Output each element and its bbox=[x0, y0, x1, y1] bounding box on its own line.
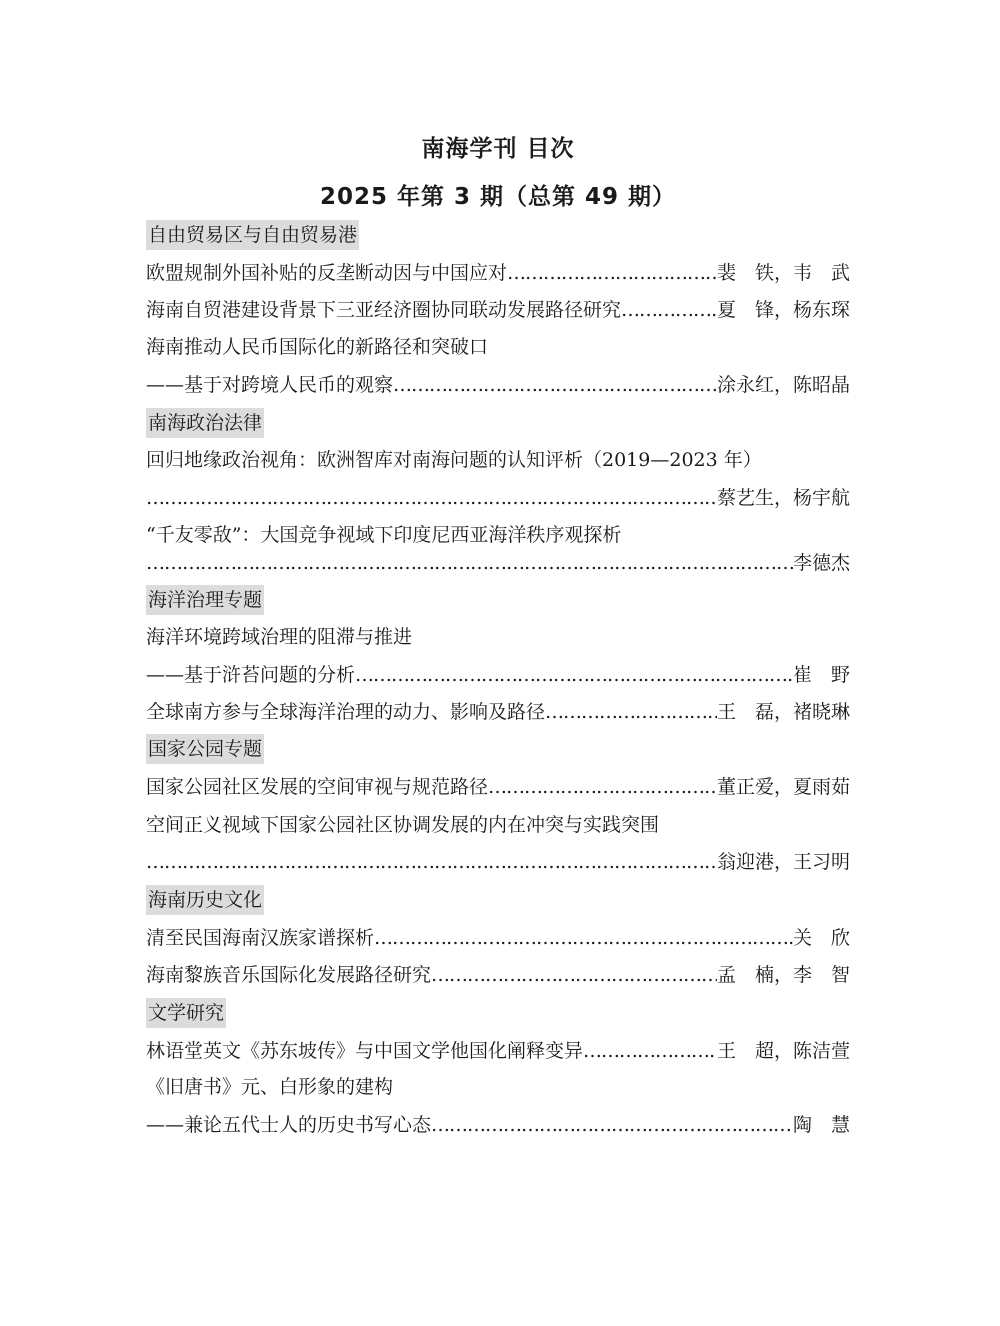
article-title: “千友零敌”：大国竞争视域下印度尼西亚海洋秩序观探析 bbox=[146, 524, 622, 546]
article-title: 清至民国海南汉族家谱探析 bbox=[146, 927, 375, 949]
article-title: 国家公园社区发展的空间审视与规范路径 bbox=[146, 776, 489, 798]
section-heading bbox=[146, 885, 850, 915]
article-authors: 关 欣 bbox=[792, 927, 850, 949]
toc-entry[interactable] bbox=[146, 1110, 850, 1140]
leader-dots bbox=[621, 295, 717, 325]
issue-title: 2025 年第 3 期（总第 49 期） bbox=[319, 184, 677, 210]
article-authors: 崔 野 bbox=[792, 664, 850, 686]
journal-title: 南海学刊 目次 bbox=[421, 136, 575, 162]
section-label: 海洋治理专题 bbox=[146, 585, 264, 615]
toc-entry[interactable] bbox=[146, 295, 850, 325]
article-title: 全球南方参与全球海洋治理的动力、影响及路径 bbox=[146, 701, 546, 723]
toc-entry[interactable] bbox=[146, 923, 850, 953]
toc-entry-title-line[interactable] bbox=[146, 445, 850, 475]
article-subtitle: ——基于浒苔问题的分析 bbox=[146, 664, 356, 686]
leader-dots bbox=[431, 960, 717, 990]
article-title: 海南黎族音乐国际化发展路径研究 bbox=[146, 964, 432, 986]
toc-entry[interactable] bbox=[146, 258, 850, 288]
article-authors: 董正爱，夏雨茹 bbox=[716, 776, 850, 798]
article-title: 林语堂英文《苏东坡传》与中国文学他国化阐释变异 bbox=[146, 1040, 584, 1062]
leader-dots bbox=[146, 483, 717, 513]
article-subtitle: ——基于对跨境人民币的观察 bbox=[146, 374, 394, 396]
toc-entry[interactable] bbox=[146, 960, 850, 990]
article-title: 欧盟规制外国补贴的反垄断动因与中国应对 bbox=[146, 262, 508, 284]
toc-entry[interactable] bbox=[146, 370, 850, 400]
toc-entry-title-line[interactable] bbox=[146, 810, 850, 840]
article-title: 海南推动人民币国际化的新路径和突破口 bbox=[146, 336, 489, 358]
article-authors: 夏 锋，杨东琛 bbox=[716, 299, 850, 321]
toc-entry-title-line[interactable] bbox=[146, 332, 850, 362]
section-heading bbox=[146, 585, 850, 615]
article-authors: 孟 楠，李 智 bbox=[716, 964, 850, 986]
section-heading bbox=[146, 998, 850, 1028]
toc-entry[interactable] bbox=[146, 1036, 850, 1066]
leader-dots bbox=[146, 847, 717, 877]
article-subtitle: ——兼论五代士人的历史书写心态 bbox=[146, 1114, 432, 1136]
article-title: 海洋环境跨域治理的阻滞与推进 bbox=[146, 626, 413, 648]
article-authors: 王 磊，褚晓琳 bbox=[716, 701, 850, 723]
leader-dots bbox=[545, 697, 717, 727]
leader-dots bbox=[488, 772, 717, 802]
article-authors: 蔡艺生，杨宇航 bbox=[716, 487, 850, 509]
article-title: 海南自贸港建设背景下三亚经济圈协同联动发展路径研究 bbox=[146, 299, 622, 321]
leader-dots bbox=[431, 1110, 793, 1140]
section-heading bbox=[146, 734, 850, 764]
leader-dots bbox=[583, 1036, 717, 1066]
leader-dots bbox=[355, 660, 793, 690]
section-heading bbox=[146, 220, 850, 250]
toc-entry[interactable] bbox=[146, 548, 850, 578]
section-heading bbox=[146, 408, 850, 438]
leader-dots bbox=[146, 548, 793, 578]
section-label: 自由贸易区与自由贸易港 bbox=[146, 220, 359, 250]
section-label: 海南历史文化 bbox=[146, 885, 264, 915]
toc-entry[interactable] bbox=[146, 697, 850, 727]
toc-entry-title-line[interactable] bbox=[146, 1072, 850, 1102]
section-label: 南海政治法律 bbox=[146, 408, 264, 438]
article-authors: 裴 铁，韦 武 bbox=[716, 262, 850, 284]
article-title: 回归地缘政治视角：欧洲智库对南海问题的认知评析（2019—2023 年） bbox=[146, 449, 762, 471]
section-label: 国家公园专题 bbox=[146, 734, 264, 764]
article-title: 《旧唐书》元、白形象的建构 bbox=[146, 1076, 394, 1098]
toc-entry[interactable] bbox=[146, 847, 850, 877]
article-authors: 李德杰 bbox=[792, 552, 850, 574]
toc-entry-title-line[interactable] bbox=[146, 622, 850, 652]
leader-dots bbox=[393, 370, 717, 400]
toc-entry[interactable] bbox=[146, 660, 850, 690]
article-authors: 翁迎港，王习明 bbox=[716, 851, 850, 873]
toc-entry-title-line[interactable] bbox=[146, 520, 850, 550]
leader-dots bbox=[374, 923, 793, 953]
toc-entry[interactable] bbox=[146, 483, 850, 513]
article-authors: 王 超，陈洁萱 bbox=[716, 1040, 850, 1062]
article-authors: 陶 慧 bbox=[792, 1114, 850, 1136]
leader-dots bbox=[507, 258, 717, 288]
toc-entry[interactable] bbox=[146, 772, 850, 802]
article-authors: 涂永红，陈昭晶 bbox=[716, 374, 850, 396]
article-title: 空间正义视域下国家公园社区协调发展的内在冲突与实践突围 bbox=[146, 814, 660, 836]
section-label: 文学研究 bbox=[146, 998, 226, 1028]
